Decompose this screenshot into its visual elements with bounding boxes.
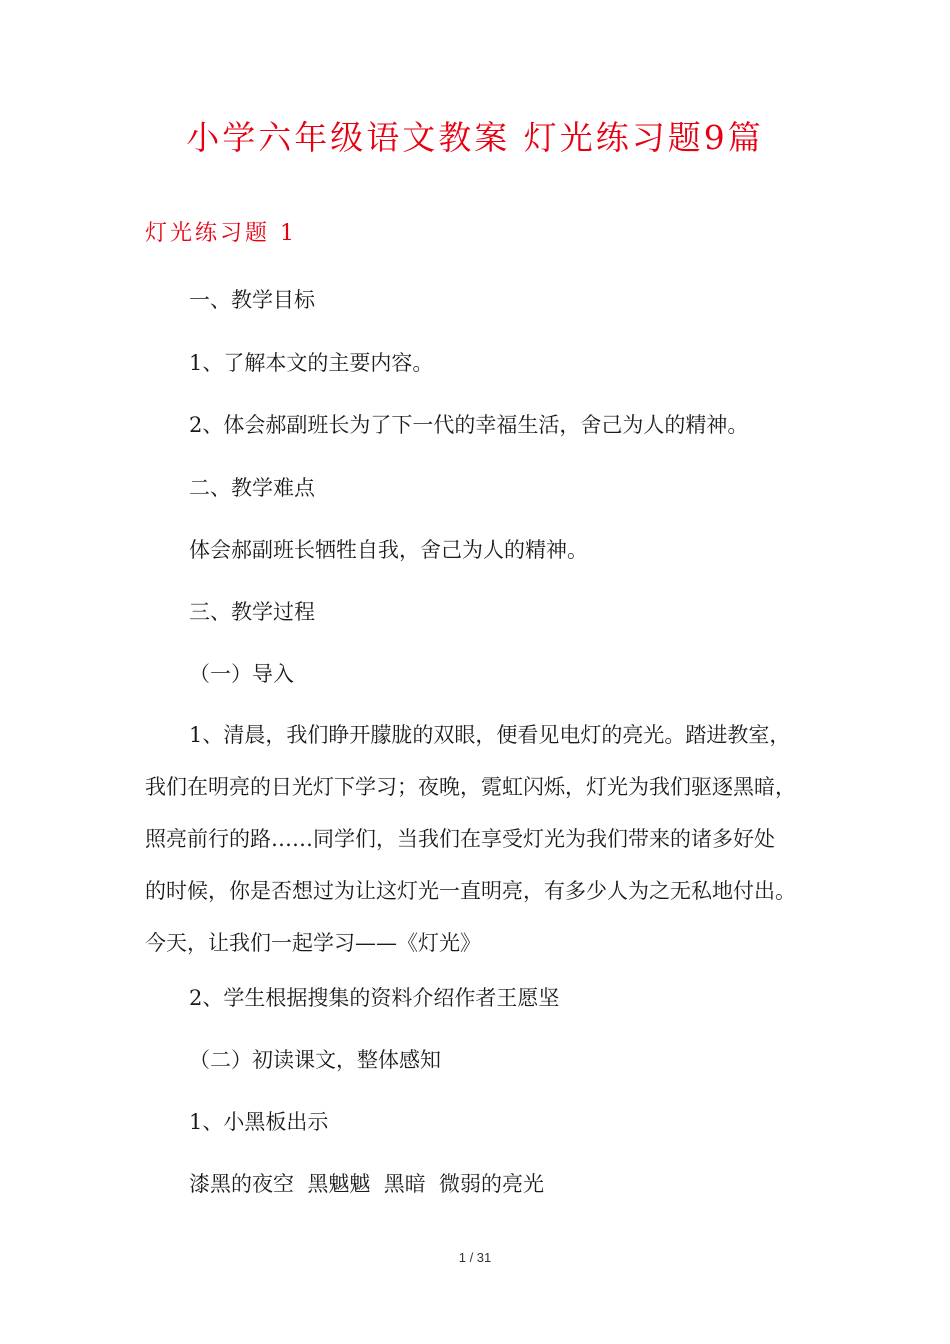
first-read-heading: （二）初读课文，整体感知 — [189, 1048, 441, 1072]
document-title: 小学六年级语文教案 灯光练习题9篇 — [186, 118, 764, 157]
blackboard-line: 1、小黑板出示 — [189, 1110, 329, 1134]
objective-2: 2、体会郝副班长为了下一代的幸福生活，舍己为人的精神。 — [189, 413, 749, 437]
process-heading: 三、教学过程 — [189, 600, 315, 624]
intro-paragraph-line: 的时候，你是否想过为让这灯光一直明亮，有多少人为之无私地付出。 — [145, 879, 796, 903]
intro-paragraph-line: 1、清晨，我们睁开朦胧的双眼，便看见电灯的亮光。踏进教室， — [189, 723, 791, 747]
vocabulary-line: 漆黑的夜空 黑魆魆 黑暗 微弱的亮光 — [189, 1172, 545, 1196]
section-heading: 灯光练习题 1 — [145, 221, 297, 246]
objective-1: 1、了解本文的主要内容。 — [189, 351, 434, 375]
objectives-heading: 一、教学目标 — [189, 288, 315, 312]
difficulty-text: 体会郝副班长牺牲自我，舍己为人的精神。 — [189, 538, 588, 562]
intro-paragraph-line: 我们在明亮的日光灯下学习；夜晚，霓虹闪烁，灯光为我们驱逐黑暗， — [145, 775, 796, 799]
intro-heading: （一）导入 — [189, 662, 294, 686]
difficulty-heading: 二、教学难点 — [189, 476, 315, 500]
intro-paragraph-line: 照亮前行的路……同学们，当我们在享受灯光为我们带来的诸多好处 — [145, 827, 775, 851]
page-number: 1 / 31 — [458, 1250, 492, 1265]
intro-paragraph — [145, 709, 815, 969]
intro-paragraph-line: 今天，让我们一起学习——《灯光》 — [145, 931, 481, 955]
author-intro: 2、学生根据搜集的资料介绍作者王愿坚 — [189, 986, 560, 1010]
